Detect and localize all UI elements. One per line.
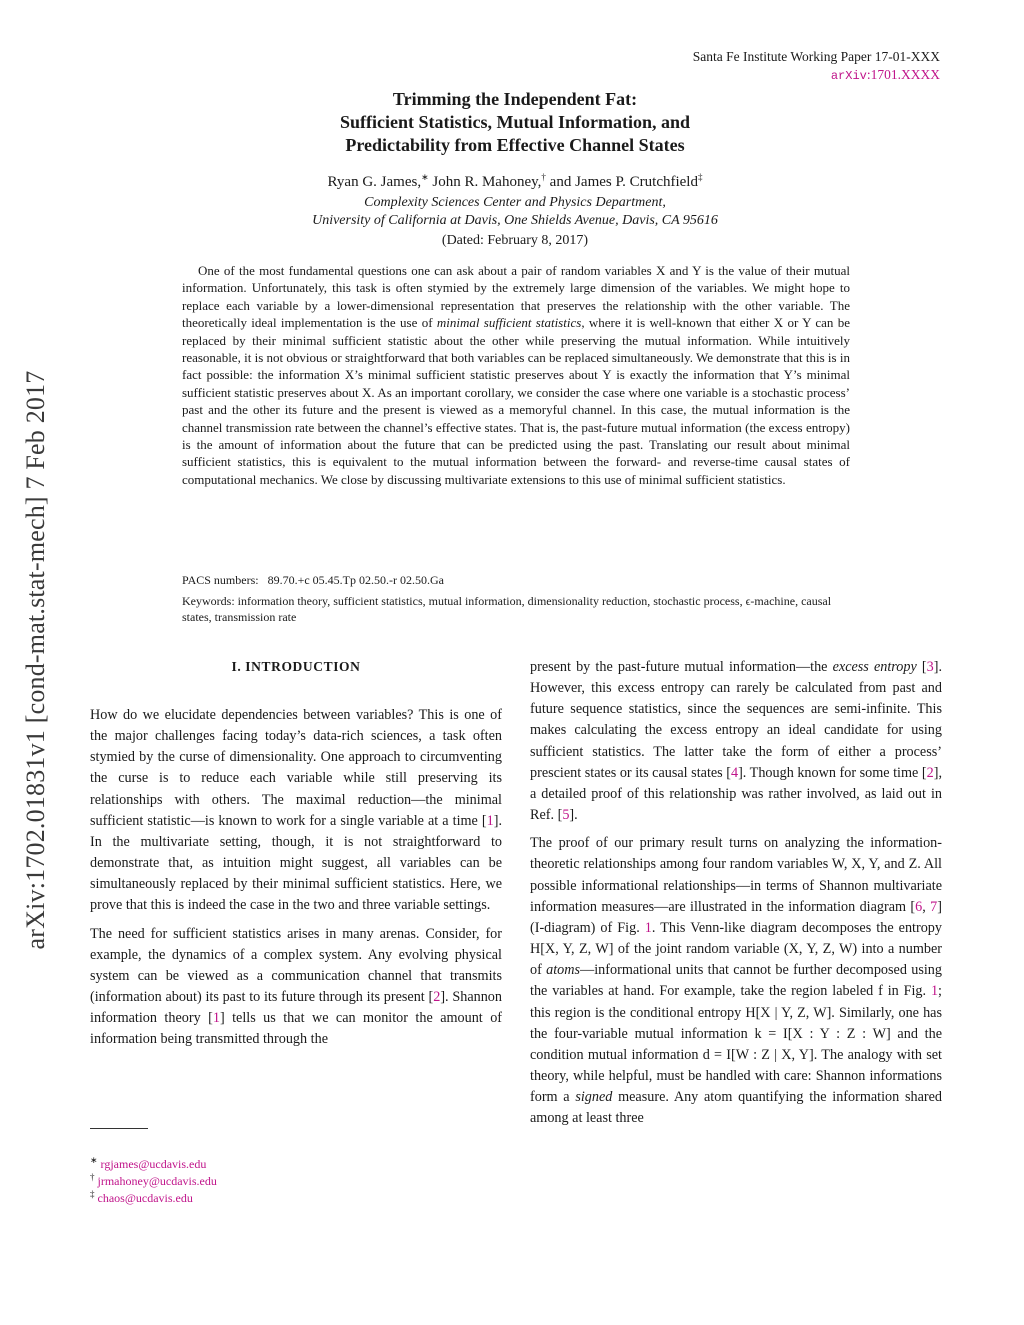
paragraph-text: ] (I-diagram) of Fig. (530, 898, 942, 936)
abstract (182, 262, 850, 488)
pacs-line (182, 572, 850, 588)
author-list (0, 173, 1024, 191)
footnotes (90, 1156, 490, 1207)
paragraph (530, 657, 942, 826)
date-line: (Dated: February 8, 2017) (441, 233, 589, 248)
citation-link[interactable]: 3 (926, 659, 934, 675)
author-conjunction: and (549, 174, 572, 190)
paragraph-text: ]. In the multivariate setting, though, it is not straightforward to demonstrate that, as intuition might suggest, all variables can be simultaneously replaced by their minimal sufficient statistics. Here, we prove that this is indeed the case in the two and three variable settings. (90, 812, 502, 914)
keywords-value: information theory, sufficient statistics, mutual information, dimensionality reduction, stochastic process, ϵ-machine, causal states, transmission rate (182, 594, 832, 624)
citation-link[interactable]: 2 (433, 989, 441, 1006)
emphasis-text: signed (575, 1089, 613, 1106)
citation-link[interactable]: 6 (915, 898, 923, 915)
arxiv-stamp-text: arXiv:1702.01831v1 [cond-mat.stat-mech] 7 Feb 2017 (21, 370, 50, 950)
keywords-label: Keywords: (182, 594, 235, 608)
working-paper-label: Santa Fe Institute Working Paper 17-01-XXX (692, 49, 940, 64)
paragraph-text: measure. Any atom quantifying the information shared among at least three (530, 1089, 942, 1127)
header (693, 48, 940, 85)
paragraph-text: present by the past-future mutual information—the (530, 659, 833, 675)
paragraph-text: ]. However, this excess entropy can rarely be calculated from past and future sequence statistics, since the sequences are semi-infinite. This makes calculating the excess entropy an ideal candidate for using sufficient statistics. The latter take the form of either a process’ prescient states or its causal states [ (530, 659, 942, 781)
citation-link[interactable]: 1 (212, 1010, 220, 1027)
author-mark: ‡ (697, 172, 703, 182)
pacs-label: PACS numbers: (182, 573, 259, 587)
right-column (530, 657, 942, 1136)
figure-link[interactable]: 1 (930, 983, 939, 1000)
email-link[interactable]: jrmahoney@ucdavis.edu (97, 1174, 217, 1188)
footnote (90, 1190, 490, 1207)
abstract-text: , where it is well-known that either X or Y can be replaced by their minimal sufficient statistic about the other while preserving the mutual information. While intuitively reasonable, it is not obvious or straightforward that both variables can be replaced simultaneously. We demonstrate that this is in fact possible: the information X’s minimal sufficient statistic preserves about Y is exactly the information that Y’s minimal sufficient statistic preserves about X. As an important corollary, we consider the case where one variable is a stochastic process’ past and the other its future and the present is viewed as a memoryful channel. In this case, the mutual information is the channel transmission rate between the channel’s effective states. That is, the past-future mutual information (the excess entropy) is the amount of information about the future that can be predicted using the past. Translating our result about minimal sufficient statistics, this is equivalent to the mutual information between the forward- and reverse-time causal states of computational mechanics. We close by discussing multivariate extensions to this use of minimal sufficient statistics. (182, 315, 850, 487)
paragraph-text: , (922, 898, 931, 915)
paragraph-text: ] tells us that we can monitor the amount of information being transmitted through the (90, 1010, 503, 1048)
section-heading: I. INTRODUCTION (231, 659, 361, 674)
paragraph-text: ]. (569, 807, 578, 824)
affiliation-line: Complexity Sciences Center and Physics Department, (364, 195, 666, 210)
paragraph-text: How do we elucidate dependencies between variables? This is one of the major challenges facing today’s data-rich sciences, a task often stymied by the curse of dimensionality. One approach to circumventing the curse is to reduce each variable while still preserving its relationships with others. The maximal reduction—the minimal sufficient statistic—is known to work for a single variable at a time [ (90, 707, 502, 829)
footnote-mark: ‡ (90, 1189, 95, 1199)
footnote-mark: ∗ (90, 1155, 98, 1165)
author-name: James P. Crutchfield (575, 174, 698, 190)
paragraph-text: The proof of our primary result turns on analyzing the information-theoretic relationships among four random variables W, X, Y, and Z. All possible informational relationships—in terms of Shannon multivariate information measures—are illustrated in the information diagram [ (530, 835, 942, 915)
citation-link[interactable]: 2 (926, 764, 934, 781)
paragraph (90, 705, 502, 917)
paper-title (0, 88, 1024, 157)
emphasis-text: atoms (546, 962, 581, 979)
title-line: Predictability from Effective Channel States (345, 135, 685, 155)
pacs-value: 89.70.+c 05.45.Tp 02.50.-r 02.50.Ga (267, 573, 444, 587)
email-link[interactable]: rgjames@ucdavis.edu (100, 1157, 207, 1171)
citation-link[interactable]: 4 (730, 764, 739, 781)
paragraph-text: . This Venn-like diagram decomposes the entropy H[X, Y, Z, W] of the joint random variable (X, Y, Z, W) into a number of (530, 919, 942, 979)
arxiv-link[interactable] (693, 66, 940, 85)
footnote-rule (90, 1128, 148, 1129)
author-mark: † (541, 172, 546, 182)
citation-link[interactable]: 1 (486, 812, 494, 829)
author-name: John R. Mahoney, (432, 174, 542, 190)
affiliation (0, 194, 1024, 229)
paragraph (90, 924, 502, 1051)
footnote (90, 1173, 490, 1190)
keywords-line (182, 593, 850, 625)
paragraph-text: ; this region is the conditional entropy H[X | Y, Z, W]. Similarly, one has the four-variable mutual information k = I[X : Y : Z : W] and the condition mutual information d = I[W : Z | X, Y]. The analogy with set theory, while helpful, must be handled with care: Shannon informations form a (530, 983, 942, 1106)
arxiv-prefix[interactable]: arXiv (830, 69, 867, 83)
title-line: Sufficient Statistics, Mutual Information, and (339, 112, 690, 132)
paragraph-text: ]. Though known for some time [ (738, 764, 927, 781)
title-line: Trimming the Independent Fat: (392, 89, 638, 109)
emphasis-text: excess entropy (832, 659, 917, 675)
arxiv-number[interactable]: :1701.XXXX (866, 67, 940, 82)
arxiv-sidebar-stamp (14, 290, 58, 1030)
affiliation-line: University of California at Davis, One Shields Avenue, Davis, CA 95616 (312, 212, 718, 228)
figure-link[interactable]: 1 (644, 919, 652, 936)
author-name: Ryan G. James, (327, 174, 422, 190)
footnote (90, 1156, 490, 1173)
footnote-mark: † (90, 1172, 95, 1182)
paragraph-text: ]. Shannon information theory [ (90, 989, 502, 1027)
abstract-emphasis: minimal sufficient statistics (436, 315, 582, 331)
email-link[interactable]: chaos@ucdavis.edu (97, 1191, 193, 1205)
citation-link[interactable]: 5 (562, 807, 570, 824)
paragraph-text: The need for sufficient statistics arises in many arenas. Consider, for example, the dynamics of a complex system. Any evolving physical system can be viewed as a communication channel that transmits (information about) its past to its future through its present [ (90, 925, 502, 1006)
paragraph-text: —informational units that cannot be further decomposed using the variables at hand. For example, take the region labeled f in Fig. (530, 962, 942, 1000)
paragraph (530, 833, 942, 1129)
citation-link[interactable]: 7 (930, 898, 938, 915)
left-column (90, 705, 502, 1058)
abstract-text: One of the most fundamental questions one can ask about a pair of random variables X and Y is the value of their mutual information. Unfortunately, this task is often stymied by the extremely large dimension of the variables. We might hope to replace each variable by a lower-dimensional representation that preserves the relationship with the other variable. The theoretically ideal implementation is the use of (182, 263, 850, 331)
paragraph-text: ], a detailed proof of this relationship was rather involved, as laid out in Ref. [ (530, 764, 942, 824)
paragraph-text: [ (916, 659, 927, 675)
author-mark: ∗ (421, 172, 429, 182)
